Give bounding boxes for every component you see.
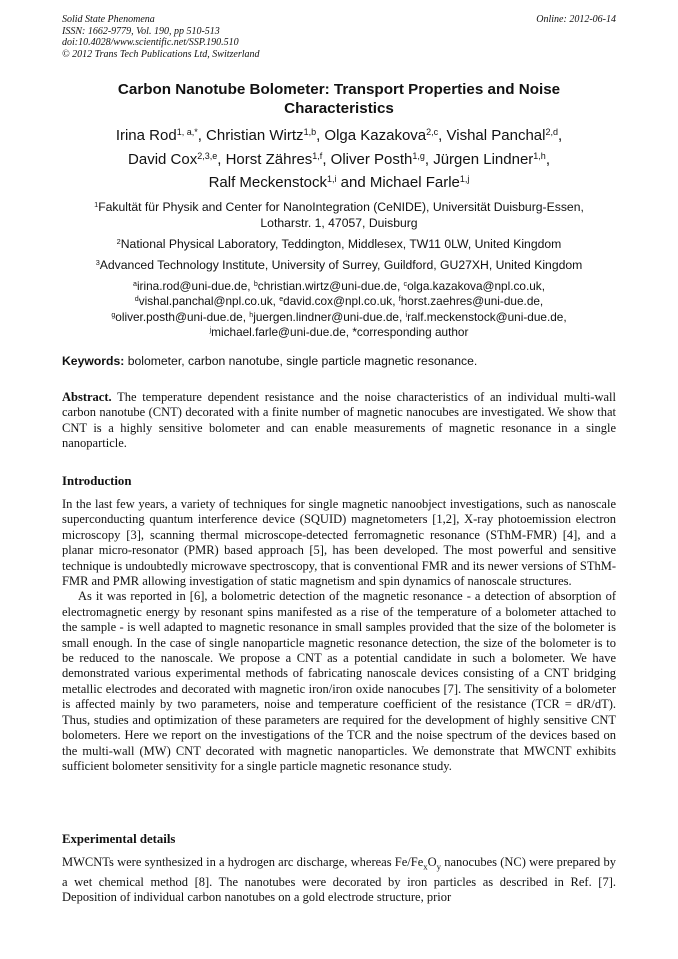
email-line-4: $^j$michael.farle@uni-due.de, *corresponding author xyxy=(209,325,469,340)
author-line-3 xyxy=(62,171,616,195)
affiliation-text: Advanced Technology Institute, University of Surrey, Guildford, GU27XH, United Kingdom xyxy=(99,258,583,272)
doi: doi:10.4028/www.scientific.net/SSP.190.510 xyxy=(62,37,239,48)
author-sup: 1,g xyxy=(412,150,425,161)
author-sep: , xyxy=(217,150,226,168)
title-line-2: Characteristics xyxy=(284,100,394,117)
exp-text: MWCNTs were synthesized in a hydrogen arc discharge, whereas Fe/Fe xyxy=(62,855,424,869)
author-sep: , xyxy=(424,150,434,168)
title-line-1: Carbon Nanotube Bolometer: Transport Properties and Noise xyxy=(117,81,561,98)
introduction-heading: Introduction xyxy=(62,474,132,488)
author-sep: , xyxy=(197,127,207,144)
abstract-label: Abstract. xyxy=(62,390,112,404)
email-address: horst.zaehres@uni-due.de, xyxy=(400,294,544,309)
email-address: olga.kazakova@npl.co.uk, xyxy=(407,279,545,293)
affiliation-text: Fakultät für Physik and Center for NanoIntegration (CeNIDE), Universität Duisburg-Essen, xyxy=(98,200,584,214)
author-sup: 1, a,* xyxy=(176,127,198,138)
email-address: vishal.panchal@npl.co.uk, xyxy=(138,294,276,309)
email-address: juergen.lindner@uni-due.de, xyxy=(253,309,403,324)
intro-paragraph-2: As it was reported in [6], a bolometric detection of the magnetic resonance - a detection of absorption of electromagnetic energy by resonant spins manifested as a rise of the temperature of a bolometer attached to the sample - is well adapted to magnetic resonance in small samples provided that the size of the bolometer is small enough. In the case of single nanoparticle magnetic resonance detection, the size of the bolometer is to be reduced to the nanoscale. We propose a CNT as a potential candidate in such a bolometer. We have demonstrated various experimental methods of fabricating nanoscale devices consisting of a CNT bridging metallic electrodes and decorated with magnetic iron/iron oxide nanocubes [7]. The sensitivity of a bolometer is affected mainly by two parameters, noise and temperature coefficient of the resistance (TCR = dR/dT). Thus, studies and optimization of these parameters are required for the development of highly sensitive CNT bolometers. Here we report on the investigations of the TCR and the noise spectrum of the devices based on the multi-wall (MW) CNT decorated with magnetic nanoparticles. We demonstrate that MWCNT exhibits sufficient bolometer sensitivity for a single particle magnetic resonance study. xyxy=(62,589,616,773)
author-sup: 1,j xyxy=(459,174,470,185)
exp-sub: x xyxy=(423,861,428,872)
author-sep: and xyxy=(336,174,370,191)
intro-paragraph-1: In the last few years, a variety of techniques for single magnetic nanoobject investigations, such as nanoscale superconducting quantum interference device (SQUID) magnetometers [1,2], X-ray photoemission electron microscopy [3], scanning thermal microscope-detected ferromagnetic resonance (SThM-FMR) [4], and a planar micro-resonator (PMR) based approach [5], has been developed. The most powerful and sensitive technique is undoubtedly microwave spectroscopy, that is conventional FMR and its newer versions of SThM-FMR and PMR allowing investigation of static magnetism and spin dynamics of nanoscale structures. xyxy=(62,497,616,589)
affiliation-text-line-2: Lotharstr. 1, 47057, Duisburg xyxy=(260,216,418,230)
corresponding-author-note: *corresponding author xyxy=(352,325,469,340)
email-line-1: $^a$irina.rod@uni-due.de, $^b$christian.wirtz@uni-due.de, $^c$olga.kazakova@npl.co.uk, xyxy=(133,279,545,293)
email-address: ralf.meckenstock@uni-due.de, xyxy=(407,309,567,324)
author-sup: 1,h xyxy=(533,150,546,161)
paper-title xyxy=(62,80,616,118)
author-name: Oliver Posth xyxy=(330,150,413,168)
exp-text: O xyxy=(427,855,437,869)
affiliation-number: 1 xyxy=(94,199,99,209)
email-address: oliver.posth@uni-due.de, xyxy=(115,309,246,324)
author-name: Ralf Meckenstock xyxy=(208,174,327,191)
author-name: Vishal Panchal xyxy=(446,127,546,144)
author-sep: , xyxy=(322,150,331,168)
author-sep: , xyxy=(316,127,325,144)
author-name: Irina Rod xyxy=(115,127,177,144)
email-address: irina.rod@uni-due.de, xyxy=(136,279,251,293)
affiliation-3 xyxy=(62,257,616,273)
author-sup: 2,d xyxy=(545,127,558,138)
keywords xyxy=(62,354,616,368)
abstract-text: The temperature dependent resistance and the noise characteristics of an individual multi-wall carbon nanotube (CNT) decorated with a finite number of magnetic nanocubes are investigated. We show that CNT is a highly sensitive bolometer and can enable measurements of magnetic resonance in a single nanoparticle. xyxy=(62,390,616,451)
affiliation-number: 3 xyxy=(95,257,100,267)
keywords-label: Keywords: xyxy=(62,354,125,368)
author-sup: 2,c xyxy=(426,127,439,138)
journal-header xyxy=(62,14,616,60)
affiliation-number: 2 xyxy=(116,236,121,246)
author-line-2 xyxy=(62,148,616,172)
online-date: Online: 2012-06-14 xyxy=(536,14,616,25)
affiliation-text: National Physical Laboratory, Teddington, Middlesex, TW11 0LW, United Kingdom xyxy=(120,237,562,251)
email-line-3: $^g$oliver.posth@uni-due.de, $^h$juergen.lindner@uni-due.de, $^i$ralf.meckenstock@uni-due.de, xyxy=(111,309,567,324)
abstract xyxy=(62,390,616,452)
affiliation-1 xyxy=(62,199,616,231)
author-name: Christian Wirtz xyxy=(206,127,304,144)
author-name: Olga Kazakova xyxy=(324,127,427,144)
exp-sub: y xyxy=(436,861,442,872)
author-sep: , xyxy=(558,127,563,144)
experimental-heading: Experimental details xyxy=(62,832,176,846)
introduction-body xyxy=(62,497,616,774)
author-sup: 2,3,e xyxy=(197,150,218,161)
email-address: david.cox@npl.co.uk, xyxy=(283,294,396,309)
author-sup: 1,i xyxy=(326,174,337,185)
author-name: Jürgen Lindner xyxy=(433,150,534,168)
author-line-1 xyxy=(62,124,616,148)
email-list xyxy=(62,279,616,341)
keywords-text: bolometer, carbon nanotube, single particle magnetic resonance. xyxy=(127,354,478,368)
author-name: Michael Farle xyxy=(369,174,460,191)
experimental-paragraph xyxy=(62,855,616,906)
issn: ISSN: 1662-9779, Vol. 190, pp 510-513 xyxy=(62,25,220,37)
copyright: © 2012 Trans Tech Publications Ltd, Switzerland xyxy=(62,48,260,60)
author-sep: , xyxy=(438,127,447,144)
affiliation-2 xyxy=(62,236,616,252)
author-name: David Cox xyxy=(128,150,198,168)
exp-text: nanocubes (NC) were prepared by a wet chemical method [8]. The nanotubes were decorated by iron particles as described in Ref. [7]. Deposition of individual carbon nanotubes on a gold electrode structure, prior xyxy=(62,855,616,905)
author-name: Horst Zähres xyxy=(225,150,313,168)
email-line-2: $^d$vishal.panchal@npl.co.uk, $^e$david.cox@npl.co.uk, $^f$horst.zaehres@uni-due.de, xyxy=(134,294,544,309)
journal-name: Solid State Phenomena xyxy=(62,14,155,25)
author-sup: 1,b xyxy=(303,127,317,138)
author-list xyxy=(62,124,616,195)
author-sup: 1,f xyxy=(312,150,323,161)
email-address: christian.wirtz@uni-due.de, xyxy=(257,279,401,293)
author-sep: , xyxy=(545,150,550,168)
email-address: michael.farle@uni-due.de, xyxy=(211,325,350,340)
